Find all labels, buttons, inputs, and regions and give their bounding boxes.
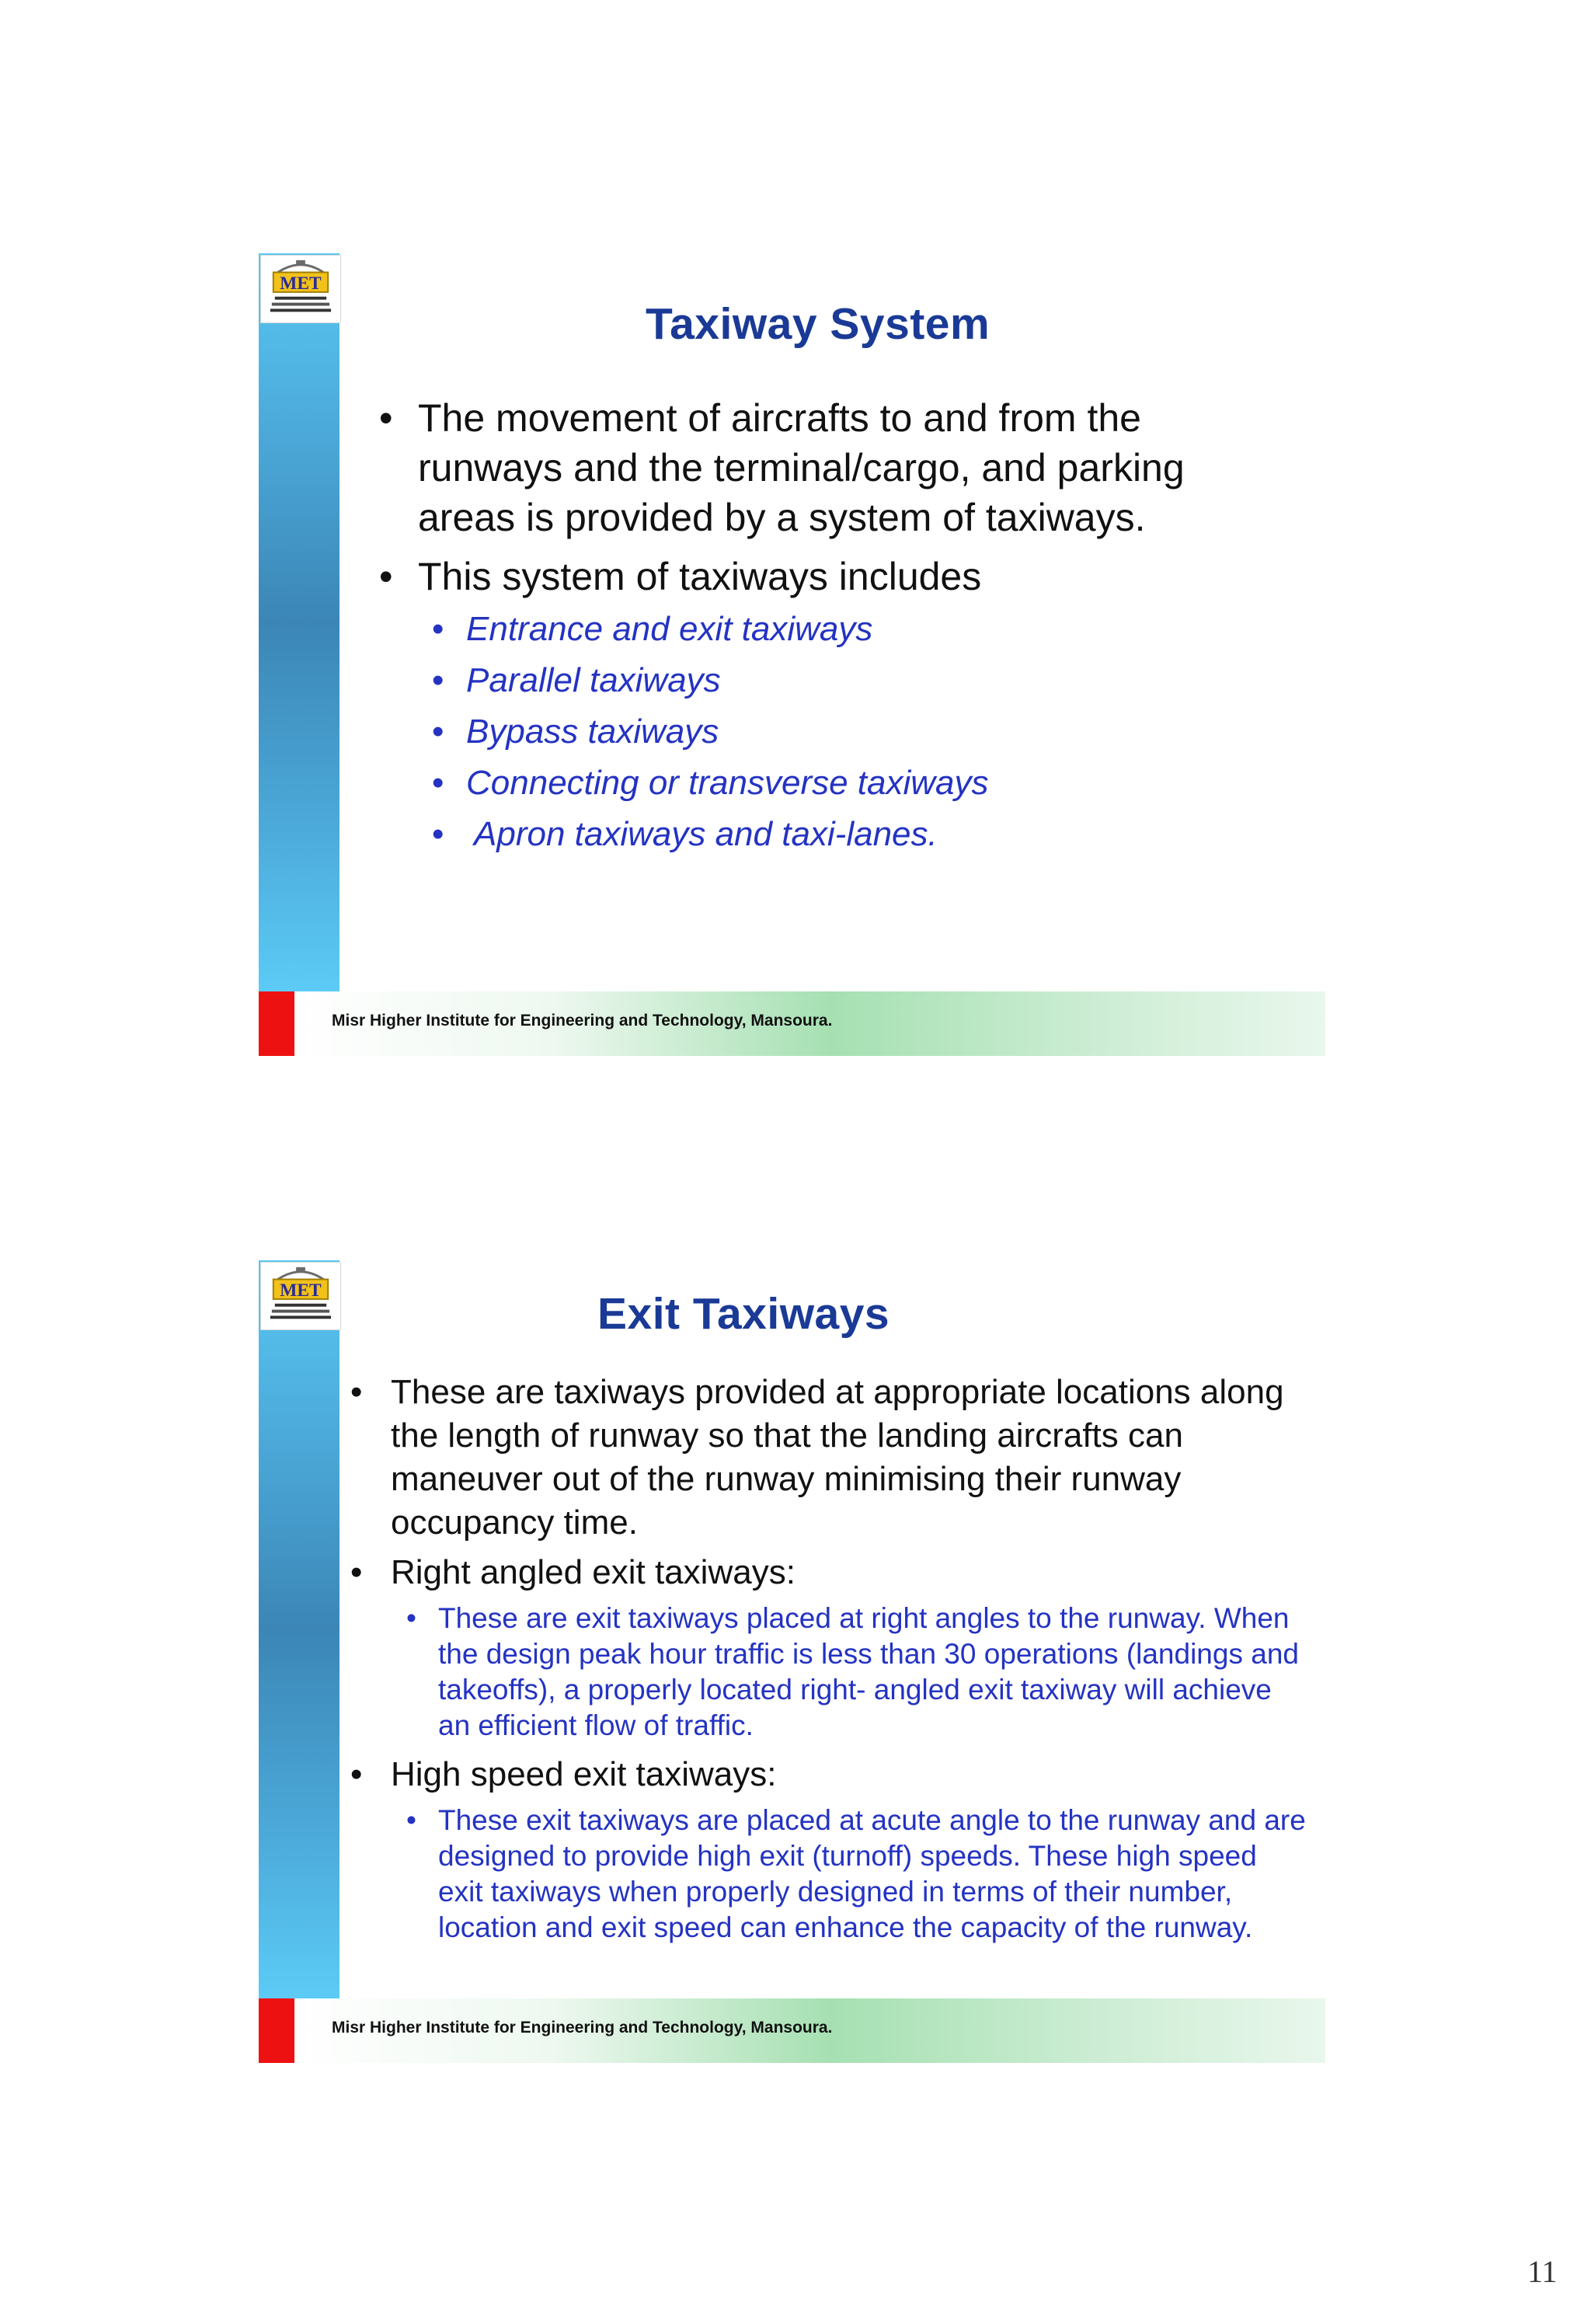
- sub-list-item: • These are exit taxiways placed at right angles to the runway. When the design peak hour traffic is less than 30 operations (landings and takeoffs), a properly located right- angled exit taxiway will achieve an efficient flow of traffic.: [438, 1601, 1307, 1744]
- list-item: • These are taxiways provided at appropriate locations along the length of runway so that the landing aircrafts can maneuver out of the runway minimising their runway occupancy time.: [391, 1371, 1307, 1545]
- sub-list-item: • Connecting or transverse taxiways: [466, 765, 1288, 802]
- footer-red-block: [259, 991, 294, 1056]
- list-item: • This system of taxiways includes: [418, 552, 1288, 601]
- institute-logo-icon: [261, 256, 340, 322]
- list-item: • Right angled exit taxiways:: [391, 1551, 1307, 1594]
- footer-text: Misr Higher Institute for Engineering and Technology, Mansoura.: [332, 1012, 833, 1030]
- slide-sidebar: [259, 1260, 339, 1998]
- slide-title: Taxiway System: [646, 299, 990, 349]
- svg-text:MET: MET: [280, 1280, 322, 1301]
- footer-text: Misr Higher Institute for Engineering and Technology, Mansoura.: [332, 2019, 833, 2037]
- slide-sidebar: [259, 253, 339, 991]
- institute-logo: [260, 255, 341, 323]
- sub-list-item: • Parallel taxiways: [466, 662, 1288, 699]
- list-item: • The movement of aircrafts to and from the runways and the terminal/cargo, and parking areas is provided by a system of taxiways.: [418, 393, 1288, 542]
- slide-exit-taxiways: [259, 1260, 1325, 2063]
- sub-list-item: • Apron taxiways and taxi-lanes.: [466, 816, 1288, 853]
- slide-taxiway-system: [259, 253, 1325, 1056]
- bullet-list: [391, 1371, 1307, 1955]
- footer-red-block: [259, 1998, 294, 2063]
- bullet-list: [418, 393, 1288, 867]
- sub-list-item: • Bypass taxiways: [466, 713, 1288, 751]
- slide-title: Exit Taxiways: [597, 1289, 890, 1339]
- list-item: • High speed exit taxiways:: [391, 1753, 1307, 1796]
- sub-list-item: • These exit taxiways are placed at acute angle to the runway and are designed to provide high exit (turnoff) speeds. These high speed exit taxiways when properly designed in terms of their number, location and exit speed can enhance the capacity of the runway.: [438, 1803, 1307, 1946]
- institute-logo: [260, 1262, 341, 1330]
- institute-logo-icon: [261, 1263, 340, 1329]
- page-number: 11: [1527, 2254, 1558, 2289]
- svg-text:MET: MET: [280, 274, 322, 294]
- sub-list-item: • Entrance and exit taxiways: [466, 611, 1288, 648]
